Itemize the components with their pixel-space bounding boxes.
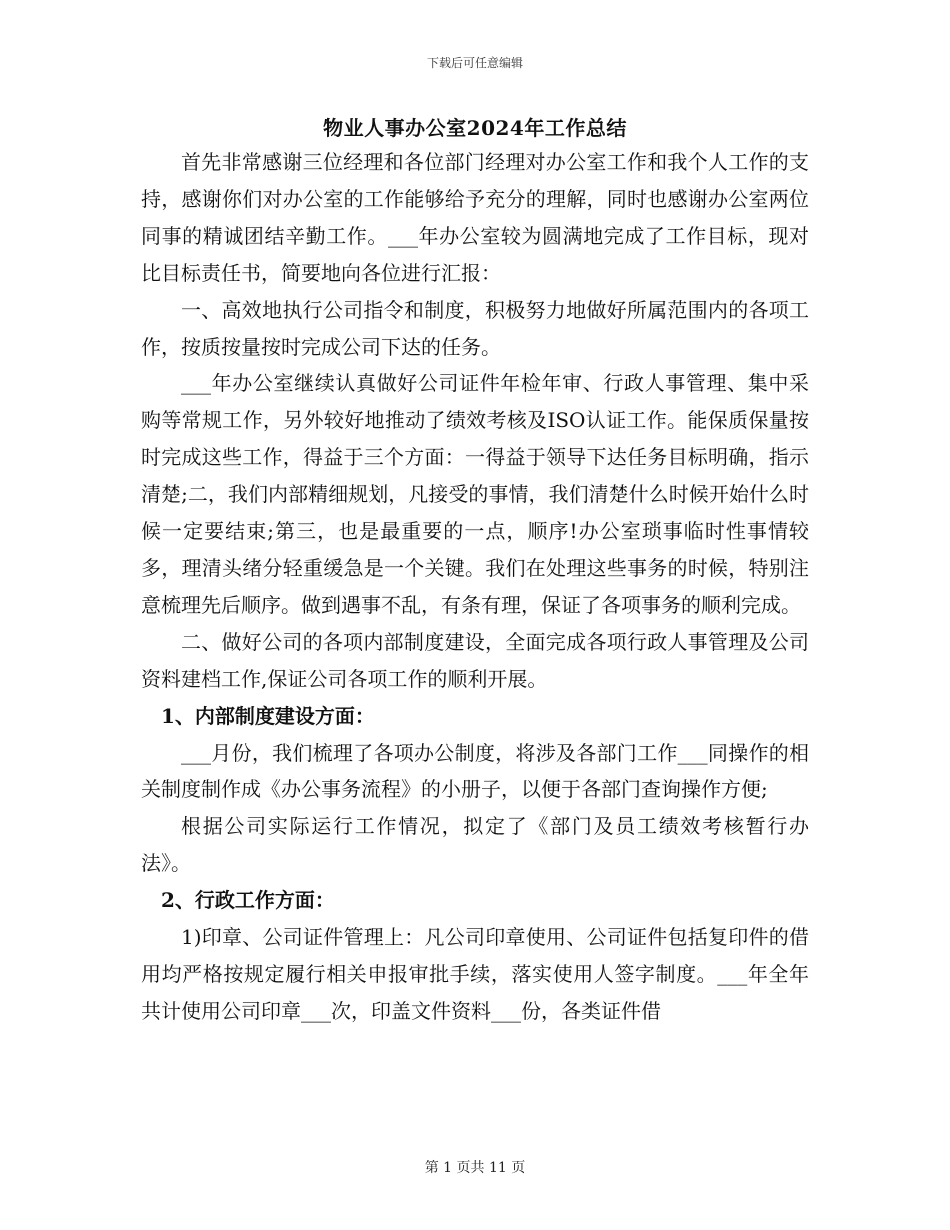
page-number: 第 1 页共 11 页 <box>424 1160 526 1176</box>
paragraph-section-two: 二、做好公司的各项内部制度建设，全面完成各项行政人事管理及公司资料建档工作,保证公司各项工作的顺利开展。 <box>141 629 809 691</box>
paragraph-seal-management: 1)印章、公司证件管理上：凡公司印章使用、公司证件包括复印件的借用均严格按规定履行相关申报审批手续，落实使用人签字制度。___年全年共计使用公司印章___次，印盖文件资料___份，各类证件借 <box>141 925 809 1023</box>
paragraph-routine-work: ___年办公室继续认真做好公司证件年检年审、行政人事管理、集中采购等常规工作，另外较好地推动了绩效考核及ISO认证工作。能保质保量按时完成这些工作，得益于三个方面：一得益于领导下达任务目标明确，指示清楚;二，我们内部精细规划，凡接受的事情，我们清楚什么时候开始什么时候一定要结束;第三，也是最重要的一点，顺序!办公室琐事临时性事情较多，理清头绪分轻重缓急是一个关键。我们在处理这些事务的时候，特别注意梳理先后顺序。做到遇事不乱，有条有理，保证了各项事务的顺利完成。 <box>141 371 809 617</box>
header-note: 下载后可任意编辑 <box>426 56 523 70</box>
document-body <box>141 144 809 1030</box>
subheading-admin-work: 2、行政工作方面： <box>161 888 335 913</box>
paragraph-office-rules: ___月份，我们梳理了各项办公制度，将涉及各部门工作___同操作的相关制度制作成《办公事务流程》的小册子，以便于各部门查询操作方便; <box>141 740 809 802</box>
subheading-internal-system: 1、内部制度建设方面： <box>161 703 375 728</box>
paragraph-intro: 首先非常感谢三位经理和各位部门经理对办公室工作和我个人工作的支持，感谢你们对办公室的工作能够给予充分的理解，同时也感谢办公室两位同事的精诚团结辛勤工作。___年办公室较为圆满地完成了工作目标，现对比目标责任书，简要地向各位进行汇报： <box>141 150 809 285</box>
document-title: 物业人事办公室2024年工作总结 <box>323 116 627 140</box>
paragraph-section-one: 一、高效地执行公司指令和制度，积极努力地做好所属范围内的各项工作，按质按量按时完成公司下达的任务。 <box>141 297 809 359</box>
paragraph-performance-method: 根据公司实际运行工作情况，拟定了《部门及员工绩效考核暂行办法》。 <box>141 814 809 876</box>
